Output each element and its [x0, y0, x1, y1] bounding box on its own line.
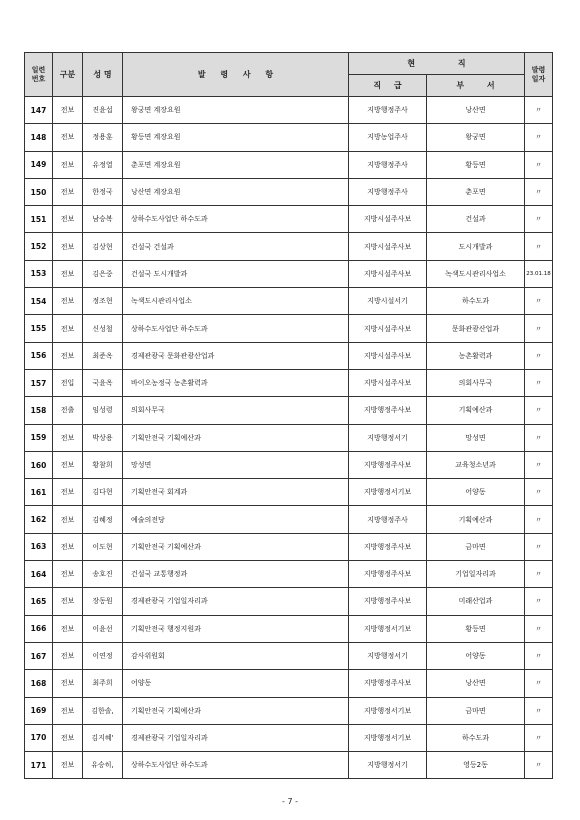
row-date: 〃 — [525, 206, 553, 233]
row-name: 김지혜' — [83, 724, 123, 751]
row-date: 〃 — [525, 479, 553, 506]
row-action: 경제관광국 기업일자리과 — [123, 724, 349, 751]
row-number: 147 — [25, 97, 53, 124]
row-date: 〃 — [525, 561, 553, 588]
row-rank: 지방행정서기보 — [349, 615, 427, 642]
row-date: 〃 — [525, 97, 553, 124]
row-action: 상하수도사업단 하수도과 — [123, 752, 349, 779]
row-rank: 지방농업주사 — [349, 124, 427, 151]
row-action: 기획안전국 회계과 — [123, 479, 349, 506]
row-date: 〃 — [525, 315, 553, 342]
row-action: 춘포면 계장요원 — [123, 151, 349, 178]
row-action: 예술의전당 — [123, 506, 349, 533]
row-type: 전보 — [53, 670, 83, 697]
row-name: 남승복 — [83, 206, 123, 233]
row-dept: 기획예산과 — [427, 506, 525, 533]
row-rank: 지방행정서기 — [349, 424, 427, 451]
header-current: 현 직 — [349, 53, 525, 75]
row-rank: 지방시설주사보 — [349, 342, 427, 369]
row-dept: 어양동 — [427, 642, 525, 669]
row-type: 전보 — [53, 151, 83, 178]
row-action: 상하수도사업단 하수도과 — [123, 315, 349, 342]
row-name: 한정국 — [83, 178, 123, 205]
row-number: 152 — [25, 233, 53, 260]
row-name: 국윤옥 — [83, 369, 123, 396]
row-rank: 지방행정주사보 — [349, 670, 427, 697]
table-row — [25, 479, 553, 506]
page-number: - 7 - — [282, 797, 298, 806]
header-no: 일련 번호 — [25, 53, 53, 97]
row-type: 전보 — [53, 506, 83, 533]
header-action: 발 령 사 항 — [123, 53, 349, 97]
table-row — [25, 124, 553, 151]
row-date: 〃 — [525, 151, 553, 178]
header-dept: 부 서 — [427, 75, 525, 97]
row-dept: 영등2동 — [427, 752, 525, 779]
row-date: 〃 — [525, 178, 553, 205]
row-date: 〃 — [525, 615, 553, 642]
row-rank: 지방시설서기 — [349, 288, 427, 315]
row-type: 전보 — [53, 206, 83, 233]
row-action: 망성면 — [123, 451, 349, 478]
row-rank: 지방행정서기 — [349, 752, 427, 779]
row-type: 전보 — [53, 724, 83, 751]
table-row — [25, 424, 553, 451]
row-number: 162 — [25, 506, 53, 533]
row-action: 어양동 — [123, 670, 349, 697]
table-row — [25, 397, 553, 424]
row-number: 171 — [25, 752, 53, 779]
row-action: 건설국 건설과 — [123, 233, 349, 260]
row-name: 이윤선 — [83, 615, 123, 642]
table-row — [25, 369, 553, 396]
row-type: 전보 — [53, 233, 83, 260]
header-name: 성 명 — [83, 53, 123, 97]
row-action: 의회사무국 — [123, 397, 349, 424]
row-name: 김한솔, — [83, 697, 123, 724]
row-dept: 건설과 — [427, 206, 525, 233]
row-action: 기획안전국 기획예산과 — [123, 533, 349, 560]
table-row — [25, 315, 553, 342]
row-dept: 하수도과 — [427, 724, 525, 751]
row-number: 155 — [25, 315, 53, 342]
row-rank: 지방행정주사 — [349, 506, 427, 533]
row-rank: 지방행정주사보 — [349, 588, 427, 615]
row-number: 158 — [25, 397, 53, 424]
row-name: 정조현 — [83, 288, 123, 315]
row-dept: 금마면 — [427, 533, 525, 560]
row-dept: 기업일자리과 — [427, 561, 525, 588]
row-type: 전출 — [53, 397, 83, 424]
row-dept: 의회사무국 — [427, 369, 525, 396]
row-number: 150 — [25, 178, 53, 205]
table-row — [25, 206, 553, 233]
row-rank: 지방행정주사보 — [349, 397, 427, 424]
row-type: 전보 — [53, 451, 83, 478]
row-number: 165 — [25, 588, 53, 615]
row-type: 전보 — [53, 424, 83, 451]
row-rank: 지방행정주사 — [349, 178, 427, 205]
row-number: 163 — [25, 533, 53, 560]
table-row — [25, 260, 553, 287]
row-date: 23.01.18 — [525, 260, 553, 287]
row-action: 감사위원회 — [123, 642, 349, 669]
row-number: 166 — [25, 615, 53, 642]
row-dept: 낭산면 — [427, 97, 525, 124]
row-name: 송호진 — [83, 561, 123, 588]
row-number: 160 — [25, 451, 53, 478]
table-row — [25, 533, 553, 560]
row-name: 최주희 — [83, 670, 123, 697]
row-name: 이연정 — [83, 642, 123, 669]
row-name: 김은중 — [83, 260, 123, 287]
row-rank: 지방행정서기보 — [349, 479, 427, 506]
row-dept: 망성면 — [427, 424, 525, 451]
row-date: 〃 — [525, 506, 553, 533]
row-name: 박상용 — [83, 424, 123, 451]
row-date: 〃 — [525, 124, 553, 151]
row-rank: 지방시설주사보 — [349, 233, 427, 260]
row-action: 황등면 계장요원 — [123, 124, 349, 151]
table-row — [25, 724, 553, 751]
header-date: 발령 일자 — [525, 53, 553, 97]
row-rank: 지방시설주사보 — [349, 315, 427, 342]
table-row — [25, 752, 553, 779]
row-number: 168 — [25, 670, 53, 697]
row-rank: 지방시설주사보 — [349, 369, 427, 396]
row-dept: 녹색도시관리사업소 — [427, 260, 525, 287]
row-dept: 교육청소년과 — [427, 451, 525, 478]
row-dept: 춘포면 — [427, 178, 525, 205]
row-rank: 지방행정주사보 — [349, 451, 427, 478]
row-type: 전보 — [53, 561, 83, 588]
row-name: 최준옥 — [83, 342, 123, 369]
row-action: 낭산면 계장요원 — [123, 178, 349, 205]
row-name: 이도현 — [83, 533, 123, 560]
row-action: 건설국 교통행정과 — [123, 561, 349, 588]
table-row — [25, 697, 553, 724]
row-name: 유정열 — [83, 151, 123, 178]
row-dept: 기획예산과 — [427, 397, 525, 424]
table-row — [25, 233, 553, 260]
personnel-table — [24, 52, 553, 779]
row-type: 전보 — [53, 97, 83, 124]
row-date: 〃 — [525, 533, 553, 560]
row-number: 151 — [25, 206, 53, 233]
table-row — [25, 178, 553, 205]
row-dept: 하수도과 — [427, 288, 525, 315]
row-date: 〃 — [525, 451, 553, 478]
row-type: 전보 — [53, 178, 83, 205]
row-dept: 도시개발과 — [427, 233, 525, 260]
row-dept: 왕궁면 — [427, 124, 525, 151]
row-name: 진윤섭 — [83, 97, 123, 124]
row-action: 기획안전국 기획예산과 — [123, 424, 349, 451]
header-rank: 직 급 — [349, 75, 427, 97]
row-type: 전보 — [53, 124, 83, 151]
row-action: 바이오농정국 농촌활력과 — [123, 369, 349, 396]
row-date: 〃 — [525, 233, 553, 260]
table-row — [25, 615, 553, 642]
row-name: 김상현 — [83, 233, 123, 260]
row-type: 전입 — [53, 369, 83, 396]
row-date: 〃 — [525, 342, 553, 369]
row-rank: 지방행정주사 — [349, 97, 427, 124]
table-row — [25, 506, 553, 533]
row-action: 경제관광국 기업일자리과 — [123, 588, 349, 615]
row-number: 169 — [25, 697, 53, 724]
row-number: 161 — [25, 479, 53, 506]
table-row — [25, 97, 553, 124]
row-number: 170 — [25, 724, 53, 751]
row-rank: 지방시설주사보 — [349, 206, 427, 233]
row-rank: 지방행정서기보 — [349, 724, 427, 751]
row-rank: 지방행정서기보 — [349, 697, 427, 724]
table-row — [25, 642, 553, 669]
row-number: 159 — [25, 424, 53, 451]
row-rank: 지방시설주사보 — [349, 260, 427, 287]
table-row — [25, 288, 553, 315]
row-type: 전보 — [53, 479, 83, 506]
table-row — [25, 342, 553, 369]
header-type: 구분 — [53, 53, 83, 97]
row-number: 153 — [25, 260, 53, 287]
row-type: 전보 — [53, 315, 83, 342]
row-dept: 황등면 — [427, 615, 525, 642]
row-number: 149 — [25, 151, 53, 178]
row-type: 전보 — [53, 260, 83, 287]
row-name: 김혜정 — [83, 506, 123, 533]
row-type: 전보 — [53, 588, 83, 615]
row-number: 157 — [25, 369, 53, 396]
row-action: 경제관광국 문화관광산업과 — [123, 342, 349, 369]
row-dept: 문화관광산업과 — [427, 315, 525, 342]
row-action: 기획안전국 행정지원과 — [123, 615, 349, 642]
row-dept: 농촌활력과 — [427, 342, 525, 369]
row-rank: 지방행정서기 — [349, 642, 427, 669]
table-row — [25, 670, 553, 697]
row-action: 왕궁면 계장요원 — [123, 97, 349, 124]
row-date: 〃 — [525, 724, 553, 751]
row-action: 녹색도시관리사업소 — [123, 288, 349, 315]
row-number: 164 — [25, 561, 53, 588]
row-date: 〃 — [525, 397, 553, 424]
row-action: 기획안전국 기획예산과 — [123, 697, 349, 724]
row-type: 전보 — [53, 342, 83, 369]
row-name: 신성철 — [83, 315, 123, 342]
row-name: 유승히, — [83, 752, 123, 779]
row-dept: 어양동 — [427, 479, 525, 506]
row-name: 장동원 — [83, 588, 123, 615]
row-type: 전보 — [53, 533, 83, 560]
row-dept: 미래산업과 — [427, 588, 525, 615]
row-type: 전보 — [53, 697, 83, 724]
row-name: 김다현 — [83, 479, 123, 506]
row-name: 정용훈 — [83, 124, 123, 151]
row-date: 〃 — [525, 369, 553, 396]
row-date: 〃 — [525, 642, 553, 669]
row-date: 〃 — [525, 588, 553, 615]
row-type: 전보 — [53, 615, 83, 642]
row-rank: 지방행정주사보 — [349, 561, 427, 588]
row-name: 임성령 — [83, 397, 123, 424]
row-number: 148 — [25, 124, 53, 151]
row-number: 156 — [25, 342, 53, 369]
row-rank: 지방행정주사 — [349, 151, 427, 178]
table-row — [25, 561, 553, 588]
row-type: 전보 — [53, 752, 83, 779]
table-row — [25, 151, 553, 178]
row-dept: 황등면 — [427, 151, 525, 178]
table-row — [25, 451, 553, 478]
row-date: 〃 — [525, 670, 553, 697]
row-date: 〃 — [525, 697, 553, 724]
row-date: 〃 — [525, 424, 553, 451]
row-date: 〃 — [525, 752, 553, 779]
table-row — [25, 588, 553, 615]
row-number: 167 — [25, 642, 53, 669]
row-rank: 지방행정주사보 — [349, 533, 427, 560]
row-type: 전보 — [53, 642, 83, 669]
row-dept: 금마면 — [427, 697, 525, 724]
row-date: 〃 — [525, 288, 553, 315]
row-name: 황참희 — [83, 451, 123, 478]
row-number: 154 — [25, 288, 53, 315]
row-action: 건설국 도시개발과 — [123, 260, 349, 287]
row-action: 상하수도사업단 하수도과 — [123, 206, 349, 233]
row-type: 전보 — [53, 288, 83, 315]
row-dept: 낭산면 — [427, 670, 525, 697]
